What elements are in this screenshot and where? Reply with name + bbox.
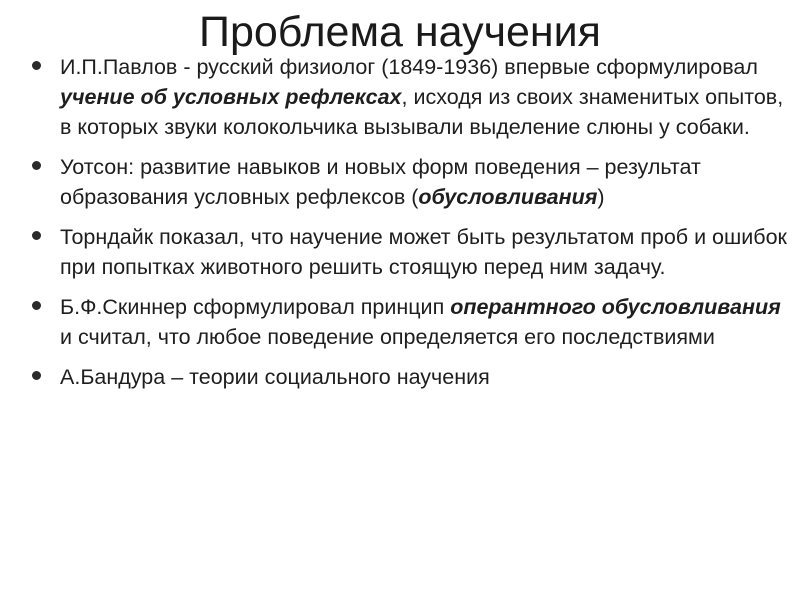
bullet-text: Уотсон: развитие навыков и новых форм поведения – результат образования условных рефлексов ( <box>60 155 701 209</box>
bullet-item <box>30 292 795 352</box>
bullet-item <box>30 362 795 392</box>
bullet-dot-icon <box>32 161 41 170</box>
bullet-item <box>30 52 795 142</box>
bullet-text: и считал, что любое поведение определяется его последствиями <box>60 325 715 349</box>
bullet-dot-icon <box>32 231 41 240</box>
emphasized-term: оперантного обусловливания <box>450 295 781 319</box>
bullet-text: А.Бандура – теории социального научения <box>60 365 490 389</box>
bullet-text: ) <box>597 185 605 209</box>
bullet-dot-icon <box>32 371 41 380</box>
emphasized-term: учение об условных рефлексах <box>60 85 402 109</box>
bullet-dot-icon <box>32 301 41 310</box>
bullet-item <box>30 152 795 212</box>
bullet-text: Б.Ф.Скиннер сформулировал принцип <box>60 295 451 319</box>
bullet-text: И.П.Павлов - русский физиолог (1849-1936) впервые сформулировал <box>60 55 758 79</box>
emphasized-term: обусловливания <box>418 185 598 209</box>
bullet-list <box>30 52 795 402</box>
bullet-dot-icon <box>32 61 41 70</box>
bullet-item <box>30 222 795 282</box>
bullet-text: , исходя из своих знаменитых опытов, в которых звуки колокольчика вызывали выделение слюны у собаки. <box>60 85 784 139</box>
slide-title: Проблема научения <box>199 8 601 56</box>
bullet-text: Торндайк показал, что научение может быть результатом проб и ошибок при попытках животного решить стоящую перед ним задачу. <box>60 225 787 279</box>
